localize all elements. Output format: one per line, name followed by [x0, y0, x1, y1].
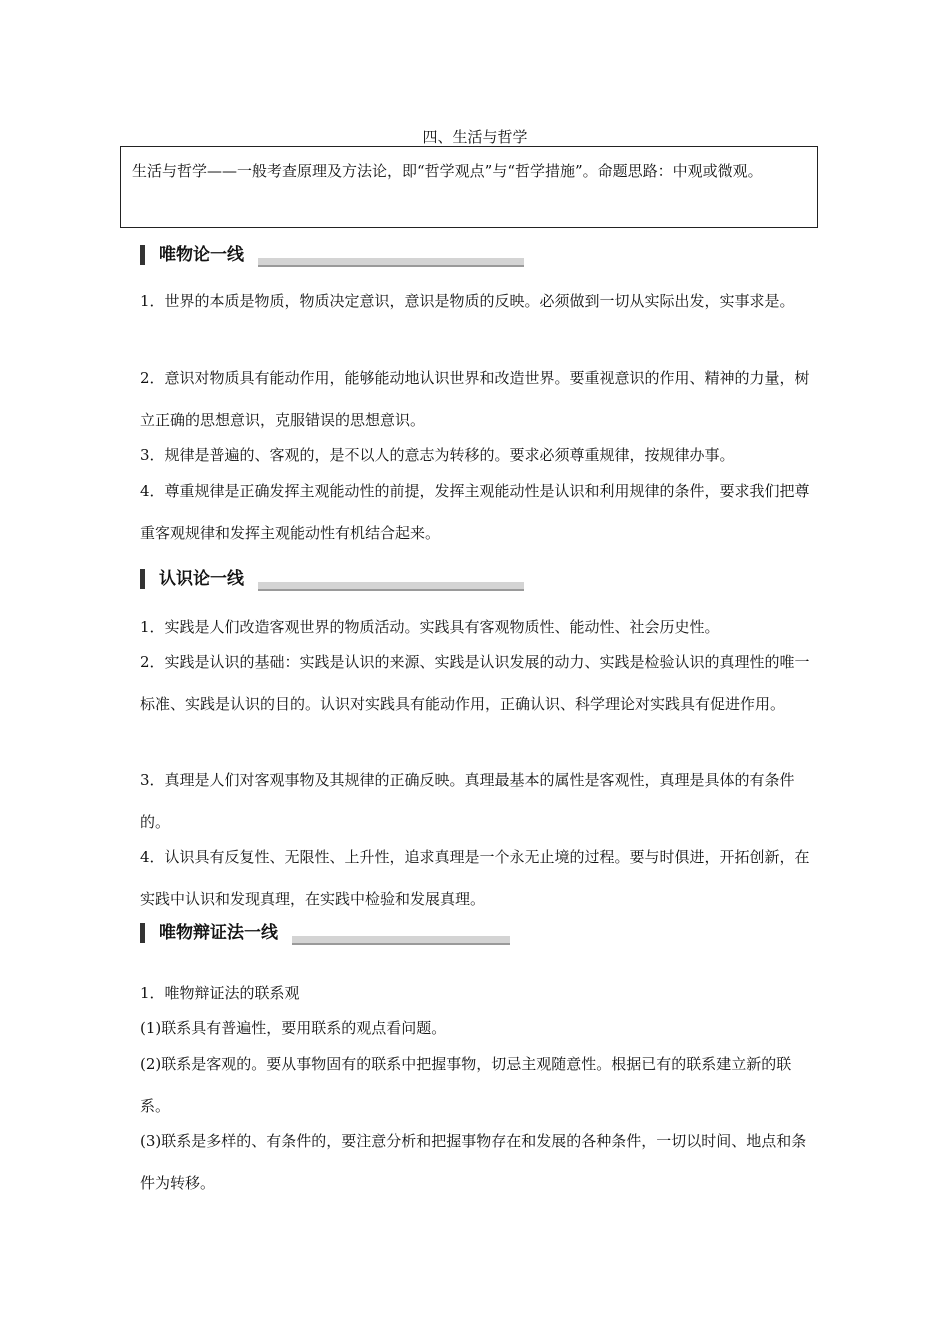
- intro-box: [120, 146, 818, 228]
- list-item: 3．规律是普遍的、客观的，是不以人的意志为转移的。要求必须尊重规律，按规律办事。: [140, 446, 735, 464]
- section-heading-epistemology: [140, 567, 524, 591]
- list-item: (2)联系是客观的。要从事物固有的联系中把握事物，切忌主观随意性。根据已有的联系建立新的联系。: [140, 1055, 792, 1115]
- heading-rule: [258, 258, 524, 267]
- list-item: (1)联系具有普遍性，要用联系的观点看问题。: [140, 1019, 447, 1037]
- page-title: 四、生活与哲学: [422, 128, 528, 146]
- intro-text: 生活与哲学——一般考查原理及方法论，即“哲学观点”与“哲学措施”。命题思路：中观或微观。: [132, 162, 763, 180]
- heading-rule: [292, 936, 510, 945]
- section-heading-text: 唯物辩证法一线: [159, 923, 278, 943]
- section-heading-text: 认识论一线: [159, 569, 244, 589]
- list-item: (3)联系是多样的、有条件的，要注意分析和把握事物存在和发展的各种条件，一切以时间、地点和条件为转移。: [140, 1132, 807, 1192]
- list-item: 4．尊重规律是正确发挥主观能动性的前提，发挥主观能动性是认识和利用规律的条件，要求我们把尊重客观规律和发挥主观能动性有机结合起来。: [140, 482, 810, 542]
- section-heading-dialectics: [140, 921, 510, 945]
- heading-marker: [140, 923, 145, 943]
- list-item: 1．实践是人们改造客观世界的物质活动。实践具有客观物质性、能动性、社会历史性。: [140, 618, 720, 636]
- heading-marker: [140, 245, 145, 265]
- heading-marker: [140, 569, 145, 589]
- list-item: 4．认识具有反复性、无限性、上升性，追求真理是一个永无止境的过程。要与时俱进，开拓创新，在实践中认识和发现真理，在实践中检验和发展真理。: [140, 848, 810, 908]
- list-item: 1．世界的本质是物质，物质决定意识，意识是物质的反映。必须做到一切从实际出发，实事求是。: [140, 292, 795, 310]
- list-item: 2．实践是认识的基础：实践是认识的来源、实践是认识发展的动力、实践是检验认识的真理性的唯一标准、实践是认识的目的。认识对实践具有能动作用，正确认识、科学理论对实践具有促进作用。: [140, 653, 810, 713]
- heading-rule: [258, 582, 524, 591]
- section-heading-materialism: [140, 243, 524, 267]
- list-item: 2．意识对物质具有能动作用，能够能动地认识世界和改造世界。要重视意识的作用、精神的力量，树立正确的思想意识，克服错误的思想意识。: [140, 369, 810, 429]
- list-item: 3．真理是人们对客观事物及其规律的正确反映。真理最基本的属性是客观性，真理是具体的有条件的。: [140, 771, 795, 831]
- section-heading-text: 唯物论一线: [159, 245, 244, 265]
- list-item: 1．唯物辩证法的联系观: [140, 984, 300, 1002]
